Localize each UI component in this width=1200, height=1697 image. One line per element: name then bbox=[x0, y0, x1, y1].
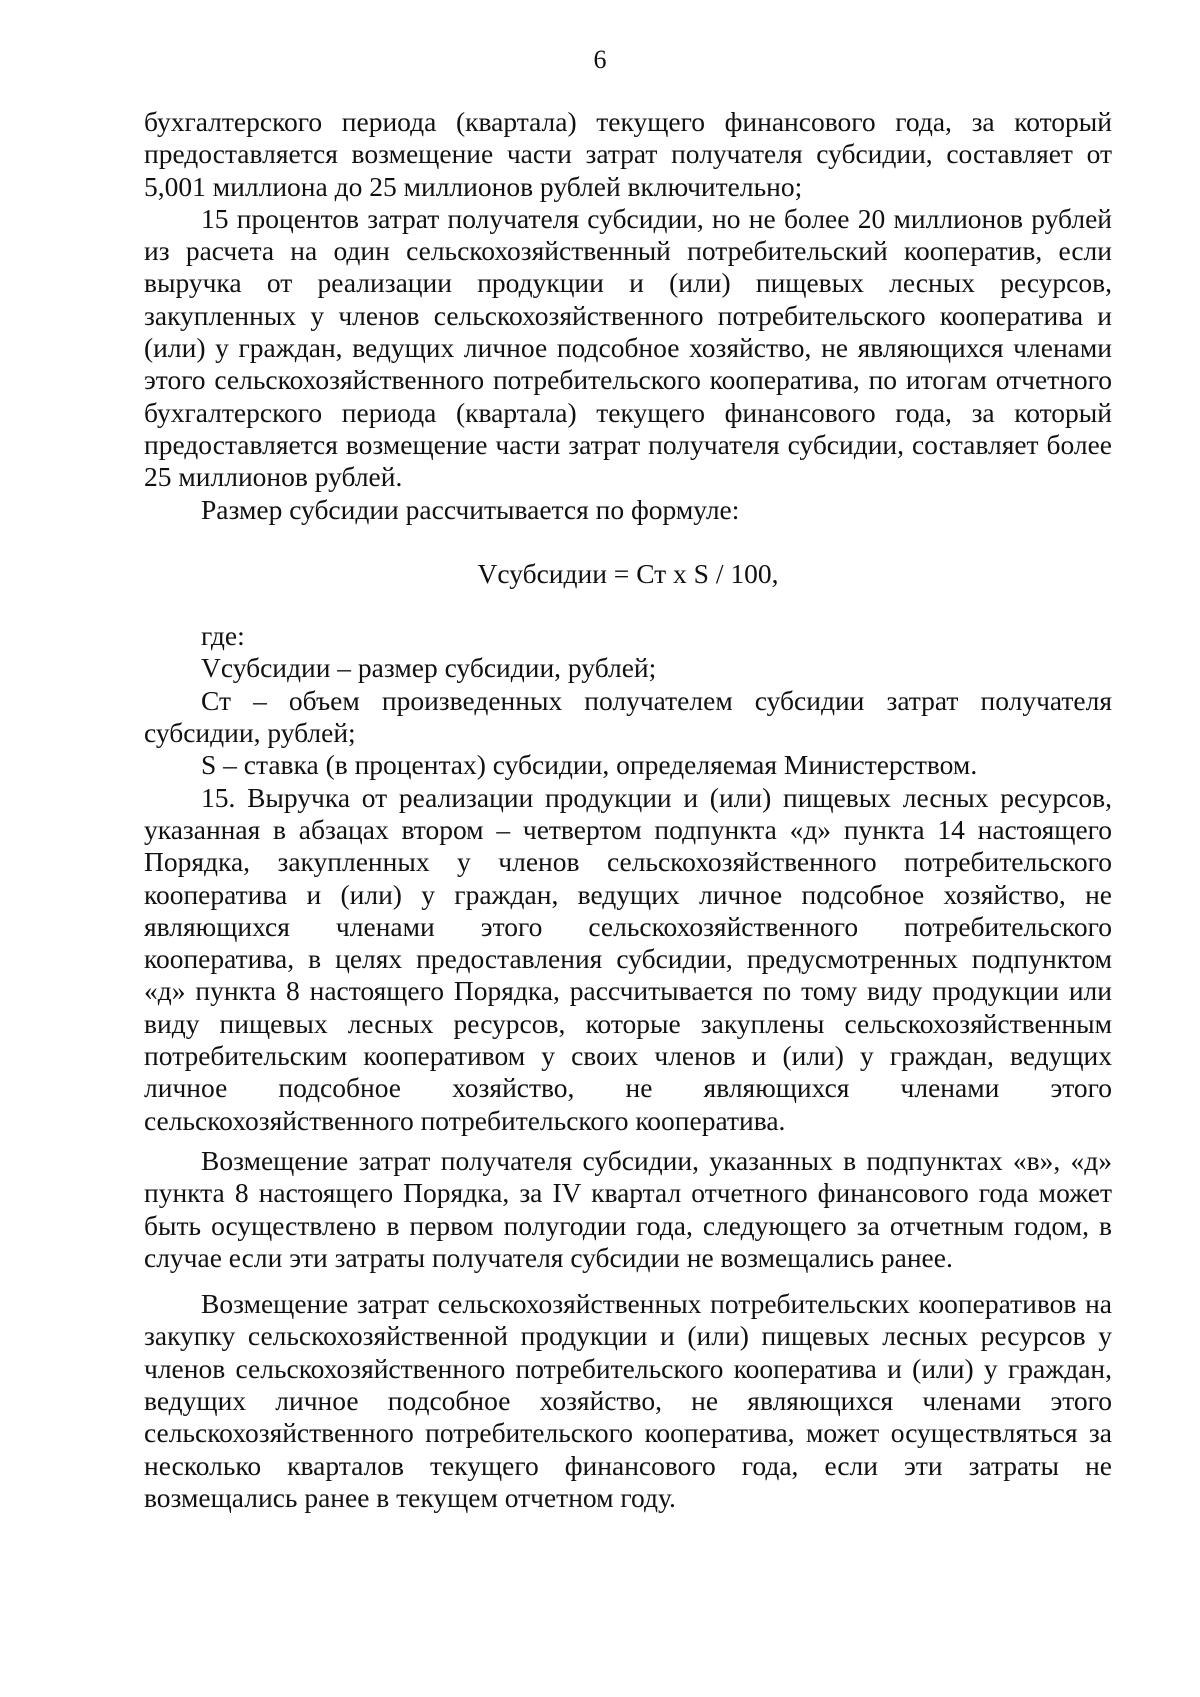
document-body bbox=[144, 106, 1112, 1514]
page-number: 6 bbox=[593, 45, 607, 74]
definition-ct: Ст – объем произведенных получателем субсидии затрат получателя субсидии, рублей; bbox=[144, 684, 1112, 749]
paragraph-rate-15-percent: 15 процентов затрат получателя субсидии, но не более 20 миллионов рублей из расчета на один сельскохозяйственный потребительский кооператив, если выручка от реализации продукции и (или) пищевых лесных ресурсов, закупленных у членов сельскохозяйственного потребительского кооператива и (или) у граждан, ведущих личное подсобное хозяйство, не являющихся членами этого сельскохозяйственного потребительского кооператива, по итогам отчетного бухгалтерского периода (квартала) текущего финансового года, за который предоставляется возмещение части затрат получателя субсидии, составляет более 25 миллионов рублей. bbox=[144, 202, 1112, 493]
paragraph-item-15: 15. Выручка от реализации продукции и (или) пищевых лесных ресурсов, указанная в абзацах втором – четвертом подпункта «д» пункта 14 настоящего Порядка, закупленных у членов сельскохозяйственного потребительского кооператива и (или) у граждан, ведущих личное подсобное хозяйство, не являющихся членами этого сельскохозяйственного потребительского кооператива, в целях предоставления субсидии, предусмотренных подпунктом «д» пункта 8 настоящего Порядка, рассчитывается по тому виду продукции или виду пищевых лесных ресурсов, которые закуплены сельскохозяйственным потребительским кооперативом у своих членов и (или) у граждан, ведущих личное подсобное хозяйство, не являющихся членами этого сельскохозяйственного потребительского кооператива. bbox=[144, 781, 1112, 1136]
paragraph-continuation: бухгалтерского периода (квартала) текущего финансового года, за который предоставляется возмещение части затрат получателя субсидии, составляет от 5,001 миллиона до 25 миллионов рублей включительно; bbox=[144, 106, 1112, 202]
formula: Vсубсидии = Ст х S / 100, bbox=[477, 557, 779, 589]
paragraph-quarter-iv: Возмещение затрат получателя субсидии, указанных в подпунктах «в», «д» пункта 8 настоящего Порядка, за IV квартал отчетного финансового года может быть осуществлено в первом полугодии года, следующего за отчетным годом, в случае если эти затраты получателя субсидии не возмещались ранее. bbox=[144, 1144, 1112, 1273]
paragraph-where: где: bbox=[201, 620, 245, 652]
definition-s: S – ставка (в процентах) субсидии, определяемая Министерством. bbox=[201, 749, 978, 781]
paragraph-formula-intro: Размер субсидии рассчитывается по формуле: bbox=[201, 493, 740, 525]
definition-v-subsidy: Vсубсидии – размер субсидии, рублей; bbox=[201, 652, 657, 684]
paragraph-multiple-quarters: Возмещение затрат сельскохозяйственных потребительских кооперативов на закупку сельскохозяйственной продукции и (или) пищевых лесных ресурсов у членов сельскохозяйственного потребительского кооператива и (или) у граждан, ведущих личное подсобное хозяйство, не являющихся членами этого сельскохозяйственного потребительского кооператива, может осуществляться за несколько кварталов текущего финансового года, если эти затраты не возмещались ранее в текущем отчетном году. bbox=[144, 1288, 1112, 1513]
